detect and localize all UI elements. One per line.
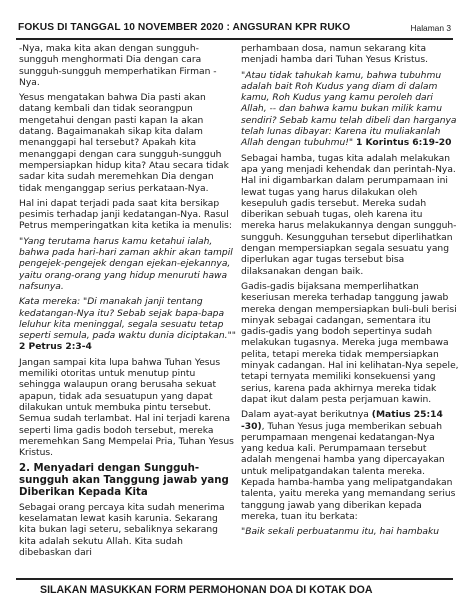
page-header: [16, 20, 453, 40]
paragraph: Hal ini dapat terjadi pada saat kita bersikap pesimis terhadap janji kedatangan-Nya. Rasul Petrus memperingatkan kita ketika ia menulis:: [19, 198, 232, 232]
paragraph: Jangan sampai kita lupa bahwa Tuhan Yesus memiliki otoritas untuk menutup pintu sehingga walaupun orang berusaha sekuat apapun, tidak ada sesuatupun yang dapat dilakukan untuk membuka pintu tersebut. Semua sudah terlambat. Hal ini terjadi karena seperti lima gadis bodoh tersebut, mereka meremehkan Sang Mempelai Pria, Tuhan Yesus Kristus.: [19, 357, 234, 459]
scripture-quote: "Baik sekali perbuatanmu itu, hai hambaku: [241, 527, 440, 538]
scripture-quote: [241, 71, 459, 150]
page-footer: [16, 578, 453, 601]
scripture-quote: "Yang terutama harus kamu ketahui ialah, bahwa pada hari-hari zaman akhir akan tampil pengejek-pengejek dengan ejekan-ejekannya, yaitu orang-orang yang hidup menuruti hawa nafsunya.: [19, 236, 233, 292]
scripture-reference: (Matius 25:14 -30): [241, 410, 443, 432]
section-heading: 2. Menyadari dengan Sungguh-sungguh akan Tanggung jawab yang Diberikan Kepada Kita: [19, 463, 229, 498]
paragraph-text: Dalam ayat-ayat berikutnya: [241, 410, 372, 421]
paragraph-text: , Tuhan Yesus juga memberikan sebuah perumpamaan mengenai kedatangan-Nya yang kedua kali. Perumpamaan tersebut adalah mengenai hamba yang dipercayakan untuk melipatgandakan talenta mereka. Kepada hamba-hamba yang melipatgandakan talenta, yaitu mereka yang memandang serius tanggung jawab yang diberikan kepada mereka, tuan itu berkata:: [241, 421, 456, 522]
paragraph: Sebagai orang percaya kita sudah menerima keselamatan lewat kasih karunia. Sekarang kita bukan lagi seteru, sebaliknya sekarang kita adalah sekutu Allah. Kita sudah dibebaskan dari: [19, 502, 225, 558]
scripture-quote: [19, 297, 237, 353]
paragraph: -Nya, maka kita akan dengan sungguh-sungguh menghormati Dia dengan cara sungguh-sungguh memperhatikan Firman -Nya.: [19, 44, 217, 88]
paragraph: [241, 410, 459, 523]
left-column: [19, 44, 237, 563]
footer-notice: SILAKAN MASUKKAN FORM PERMOHONAN DOA DI KOTAK DOA: [40, 584, 373, 596]
right-column: [241, 44, 459, 542]
paragraph: Yesus mengatakan bahwa Dia pasti akan datang kembali dan tidak seorangpun mengetahui dengan pasti kapan Ia akan datang. Bagaimanakah sikap kita dalam menanggapi hal tersebut? Apakah kita menanggapi dengan cara sungguh-sungguh mempersiapkan hidup kita? Atau secara tidak sadar kita sudah meremehkan Dia dengan tidak menganggap serius perkataan-Nya.: [19, 93, 229, 194]
page-number: Halaman 3: [410, 23, 451, 33]
quote-text: Kata mereka: "Di manakah janji tentang kedatangan-Nya itu? Sebab sejak bapa-bapa leluhur kita meninggal, segala sesuatu tetap seperti semula, pada waktu dunia diciptakan."": [19, 297, 236, 342]
scripture-reference: 1 Korintus 6:19-20: [356, 138, 452, 149]
scripture-reference: 2 Petrus 2:3-4: [19, 342, 92, 353]
paragraph: perhambaan dosa, namun sekarang kita menjadi hamba dari Tuhan Yesus Kristus.: [241, 44, 428, 66]
paragraph: Sebagai hamba, tugas kita adalah melakukan apa yang menjadi kehendak dan perintah-Nya. Hal ini digambarkan dalam perumpamaan ini lewat tugas yang harus dilakukan oleh kesepuluh gadis tersebut. Mereka sudah diberikan sebuah tugas, oleh karena itu mereka harus melakukannya dengan sungguh-sungguh. Kesungguhan tersebut diperlihatkan dengan mempersiapkan segala sesuatu yang diperlukan agar tugas tersebut bisa dilaksanakan dengan baik.: [241, 153, 457, 277]
quote-text: "Atau tidak tahukah kamu, bahwa tubuhmu adalah bait Roh Kudus yang diam di dalam kamu, Roh Kudus yang kamu peroleh dari Allah, -- dan bahwa kamu bukan milik kamu sendiri? Sebab kamu telah dibeli dan harganya telah lunas dibayar: Karena itu muliakanlah Allah dengan tubuhmu!": [241, 70, 457, 149]
paragraph: Gadis-gadis bijaksana memperlihatkan keseriusan mereka terhadap tanggung jawab mereka dengan mempersiapkan buli-buli berisi minyak sebagai cadangan, sementara itu gadis-gadis yang bodoh sepertinya sudah melakukan tugasnya. Mereka juga membawa pelita, tetapi mereka tidak mempersiapkan minyak cadangan. Hal ini kelihatan-Nya sepele, tetapi ternyata memiliki konsekuensi yang serius, karena pada akhirnya mereka tidak dapat ikut dalam pesta perjamuan kawin.: [241, 281, 459, 405]
header-title: FOKUS DI TANGGAL 10 NOVEMBER 2020 : ANGSURAN KPR RUKO: [18, 22, 351, 33]
